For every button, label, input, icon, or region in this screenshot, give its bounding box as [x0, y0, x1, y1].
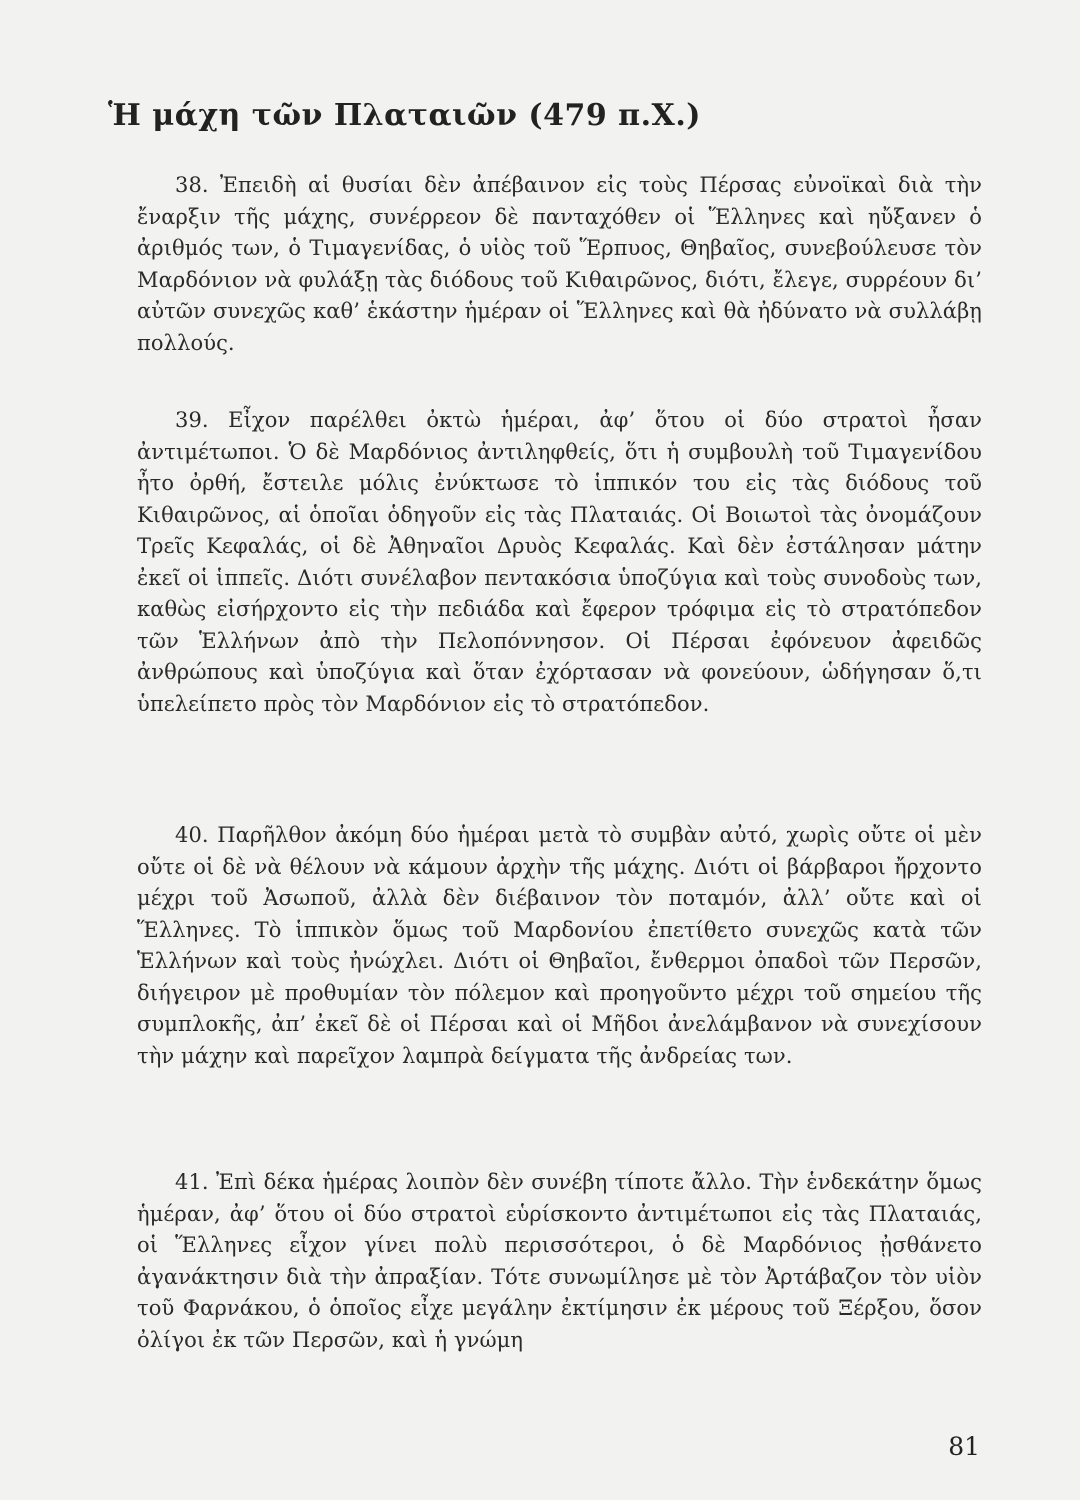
paragraph-39: 39. Εἶχον παρέλθει ὀκτὼ ἡμέραι, ἀφ’ ὅτου οἱ δύο στρατοὶ ἦσαν ἀντιμέτωποι. Ὁ δὲ Μαρδόνιος ἀντιληφθείς, ὅτι ἡ συμβουλὴ τοῦ Τιμαγενίδου ἦτο ὀρθή, ἔστειλε μόλις ἐνύκτωσε τὸ ἱππικόν του εἰς τὰς διόδους τοῦ Κιθαιρῶνος, αἱ ὁποῖαι ὁδηγοῦν εἰς τὰς Πλαταιάς. Οἱ Βοιωτοὶ τὰς ὀνομάζουν Τρεῖς Κεφαλάς, οἱ δὲ Ἀθηναῖοι Δρυὸς Κεφαλάς. Καὶ δὲν ἐστάλησαν μάτην ἐκεῖ οἱ ἱππεῖς. Διότι συνέλαβον πεντακόσια ὑποζύγια καὶ τοὺς συνοδοὺς των, καθὼς εἰσήρχοντο εἰς τὴν πεδιάδα καὶ ἔφερον τρόφιμα εἰς τὸ στρατόπεδον τῶν Ἑλλήνων ἀπὸ τὴν Πελοπόννησον. Οἱ Πέρσαι ἐφόνευον ἀφειδῶς ἀνθρώπους καὶ ὑποζύγια καὶ ὅταν ἐχόρτασαν νὰ φονεύουν, ὡδήγησαν ὅ,τι ὑπελείπετο πρὸς τὸν Μαρδόνιον εἰς τὸ στρατόπεδον. — [137, 408, 982, 716]
paragraph-41: 41. Ἐπὶ δέκα ἡμέρας λοιπὸν δὲν συνέβη τίποτε ἄλλο. Τὴν ἑνδεκάτην ὅμως ἡμέραν, ἀφ’ ὅτου οἱ δύο στρατοὶ εὑρίσκοντο ἀντιμέτωποι εἰς τὰς Πλαταιάς, οἱ Ἕλληνες εἶχον γίνει πολὺ περισσότεροι, ὁ δὲ Μαρδόνιος ᾐσθάνετο ἀγανάκτησιν διὰ τὴν ἀπραξίαν. Τότε συνωμίλησε μὲ τὸν Ἀρτάβαζον τὸν υἱὸν τοῦ Φαρνάκου, ὁ ὁποῖος εἶχε μεγάλην ἐκτίμησιν ἐκ μέρους τοῦ Ξέρξου, ὅσον ὀλίγοι ἐκ τῶν Περσῶν, καὶ ἡ γνώμη — [137, 1170, 982, 1352]
page-number: 81 — [948, 1432, 980, 1461]
paragraph-40: 40. Παρῆλθον ἀκόμη δύο ἡμέραι μετὰ τὸ συμβὰν αὐτό, χωρὶς οὔτε οἱ μὲν οὔτε οἱ δὲ νὰ θέλουν νὰ κάμουν ἀρχὴν τῆς μάχης. Διότι οἱ βάρβαροι ἤρχοντο μέχρι τοῦ Ἀσωποῦ, ἀλλὰ δὲν διέβαινον τὸν ποταμόν, ἀλλ’ οὔτε καὶ οἱ Ἕλληνες. Τὸ ἱππικὸν ὅμως τοῦ Μαρδονίου ἐπετίθετο συνεχῶς κατὰ τῶν Ἑλλήνων καὶ τοὺς ἠνώχλει. Διότι οἱ Θηβαῖοι, ἔνθερμοι ὀπαδοὶ τῶν Περσῶν, διήγειρον μὲ προθυμίαν τὸν πόλεμον καὶ προηγοῦντο μέχρι τοῦ σημείου τῆς συμπλοκῆς, ἀπ’ ἐκεῖ δὲ οἱ Πέρσαι καὶ οἱ Μῆδοι ἀνελάμβανον νὰ συνεχίσουν τὴν μάχην καὶ παρεῖχον λαμπρὰ δείγματα τῆς ἀνδρείας των. — [137, 823, 982, 1068]
paragraph-38: 38. Ἐπειδὴ αἱ θυσίαι δὲν ἀπέβαινον εἰς τοὺς Πέρσας εὐνοϊκαὶ διὰ τὴν ἔναρξιν τῆς μάχης, συνέρρεον δὲ πανταχόθεν οἱ Ἕλληνες καὶ ηὔξανεν ὁ ἀριθμός των, ὁ Τιμαγενίδας, ὁ υἱὸς τοῦ Ἕρπυος, Θηβαῖος, συνεβούλευσε τὸν Μαρδόνιον νὰ φυλάξῃ τὰς διόδους τοῦ Κιθαιρῶνος, διότι, ἔλεγε, συρρέουν δι’ αὐτῶν συνεχῶς καθ’ ἑκάστην ἡμέραν οἱ Ἕλληνες καὶ θὰ ἠδύνατο νὰ συλλάβῃ πολλούς. — [137, 173, 982, 355]
chapter-title: Ἡ μάχη τῶν Πλαταιῶν (479 π.Χ.) — [108, 98, 701, 133]
